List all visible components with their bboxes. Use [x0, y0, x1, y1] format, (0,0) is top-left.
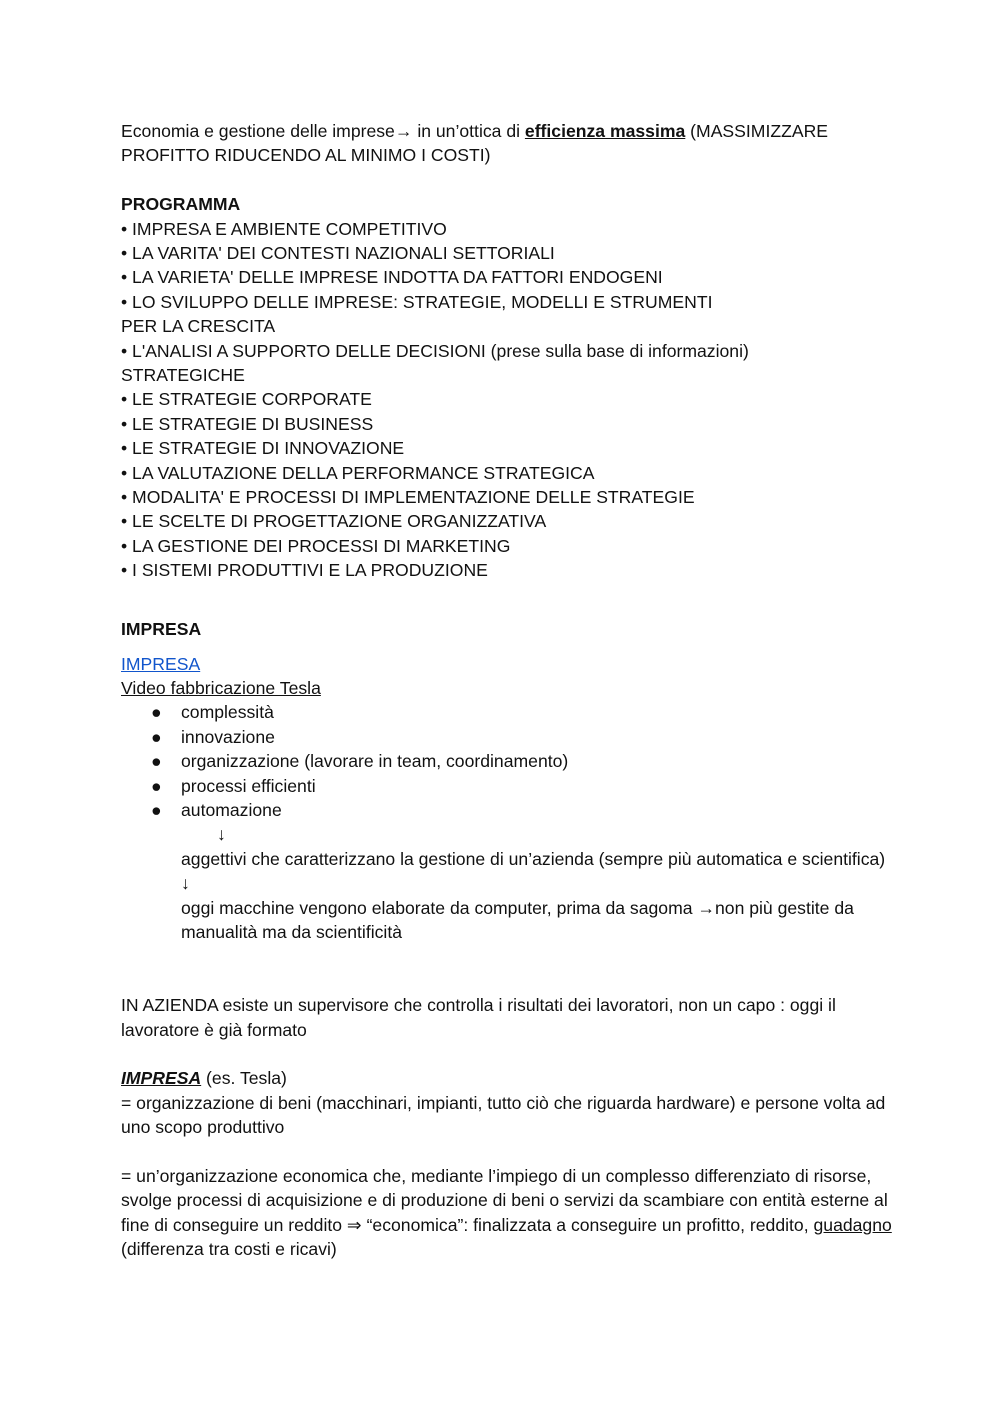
down-arrow-icon: ↓	[217, 824, 226, 845]
definition-term: IMPRESA	[121, 1068, 202, 1089]
programma-item: • LA GESTIONE DEI PROCESSI DI MARKETING	[121, 535, 511, 556]
bullet-icon: ●	[151, 775, 162, 796]
list-item-label: processi efficienti	[181, 775, 316, 796]
programma-item: STRATEGICHE	[121, 365, 245, 386]
list-item-label: complessità	[181, 702, 274, 723]
spacer	[121, 969, 901, 993]
list-item	[121, 798, 901, 822]
bullet-icon: ●	[151, 702, 162, 723]
programma-item: • I SISTEMI PRODUTTIVI E LA PRODUZIONE	[121, 560, 488, 581]
programma-item: • IMPRESA E AMBIENTE COMPETITIVO	[121, 218, 447, 239]
list-item	[121, 774, 901, 798]
list-item	[121, 700, 901, 724]
list-item-label: organizzazione (lavorare in team, coordinamento)	[181, 751, 569, 772]
programma-list	[121, 217, 901, 583]
spacer	[121, 583, 901, 607]
spacer	[121, 1042, 901, 1066]
definition-term-suffix: (es. Tesla)	[201, 1068, 287, 1089]
note-paragraph: oggi macchine vengono elaborate da computer, prima da sagoma →non più gestite da manualità ma da scientificità	[181, 897, 854, 942]
video-title-line	[121, 676, 901, 700]
spacer	[121, 607, 901, 617]
programma-heading: PROGRAMMA	[121, 194, 241, 215]
intro-paragraph	[121, 119, 901, 168]
definition-text-after: (differenza tra costi e ricavi)	[121, 1239, 337, 1260]
video-title: Video fabbricazione Tesla	[121, 677, 321, 698]
programma-item: • L'ANALISI A SUPPORTO DELLE DECISIONI (prese sulla base di informazioni)	[121, 340, 749, 361]
programma-item: • LA VARITA' DEI CONTESTI NAZIONALI SETTORIALI	[121, 243, 555, 264]
impresa-heading: IMPRESA	[121, 619, 202, 640]
spacer	[121, 1140, 901, 1164]
intro-emphasis: efficienza massima	[524, 121, 686, 141]
impresa-bullet-list	[121, 700, 901, 822]
down-arrow-icon: ↓	[181, 873, 190, 894]
impresa-link[interactable]: IMPRESA	[121, 653, 201, 674]
definition-paragraph: = organizzazione di beni (macchinari, impianti, tutto ciò che riguarda hardware) e persone volta ad uno scopo produttivo	[121, 1092, 886, 1138]
definition-paragraph	[121, 1164, 901, 1262]
impresa-link-line	[121, 652, 901, 676]
programma-item: • LE STRATEGIE DI BUSINESS	[121, 413, 374, 434]
spacer	[121, 168, 901, 192]
programma-item: • LA VALUTAZIONE DELLA PERFORMANCE STRATEGICA	[121, 462, 595, 483]
document-page	[121, 119, 901, 1262]
list-item	[121, 725, 901, 749]
programma-item: • LA VARIETA' DELLE IMPRESE INDOTTA DA FATTORI ENDOGENI	[121, 267, 663, 288]
programma-item: • LE SCELTE DI PROGETTAZIONE ORGANIZZATIVA	[121, 511, 547, 532]
intro-text-after: (MASSIMIZZARE PROFITTO RIDUCENDO AL MINIMO I COSTI)	[121, 121, 829, 166]
programma-item: • MODALITA' E PROCESSI DI IMPLEMENTAZIONE DELLE STRATEGIE	[121, 487, 695, 508]
definition-text: = un’organizzazione economica che, mediante l’impiego di un complesso differenziato di risorse, svolge processi di acquisizione e di produzione di beni o servizi da scambiare con entità esterne al fine di conseguire un reddito ⇒ “economica”: finalizzata a conseguire un profitto, reddito,	[121, 1165, 888, 1235]
spacer	[121, 944, 901, 968]
list-item-label: innovazione	[181, 726, 275, 747]
definition-underlined: guadagno	[813, 1214, 892, 1235]
spacer	[121, 642, 901, 652]
azienda-paragraph: IN AZIENDA esiste un supervisore che controlla i risultati dei lavoratori, non un capo : oggi il lavoratore è già formato	[121, 995, 836, 1040]
list-item-label: automazione	[181, 799, 282, 820]
intro-text: Economia e gestione delle imprese→ in un’ottica di	[121, 121, 525, 141]
programma-item: • LE STRATEGIE CORPORATE	[121, 389, 372, 410]
bullet-icon: ●	[151, 799, 162, 820]
programma-item: • LE STRATEGIE DI INNOVAZIONE	[121, 438, 405, 459]
note-paragraph: aggettivi che caratterizzano la gestione di un’azienda (sempre più automatica e scientifica)	[181, 848, 886, 869]
bullet-icon: ●	[151, 726, 162, 747]
bullet-icon: ●	[151, 751, 162, 772]
definition-title	[121, 1066, 901, 1090]
list-item	[121, 749, 901, 773]
programma-item: PER LA CRESCITA	[121, 316, 276, 337]
programma-item: • LO SVILUPPO DELLE IMPRESE: STRATEGIE, MODELLI E STRUMENTI	[121, 291, 713, 312]
